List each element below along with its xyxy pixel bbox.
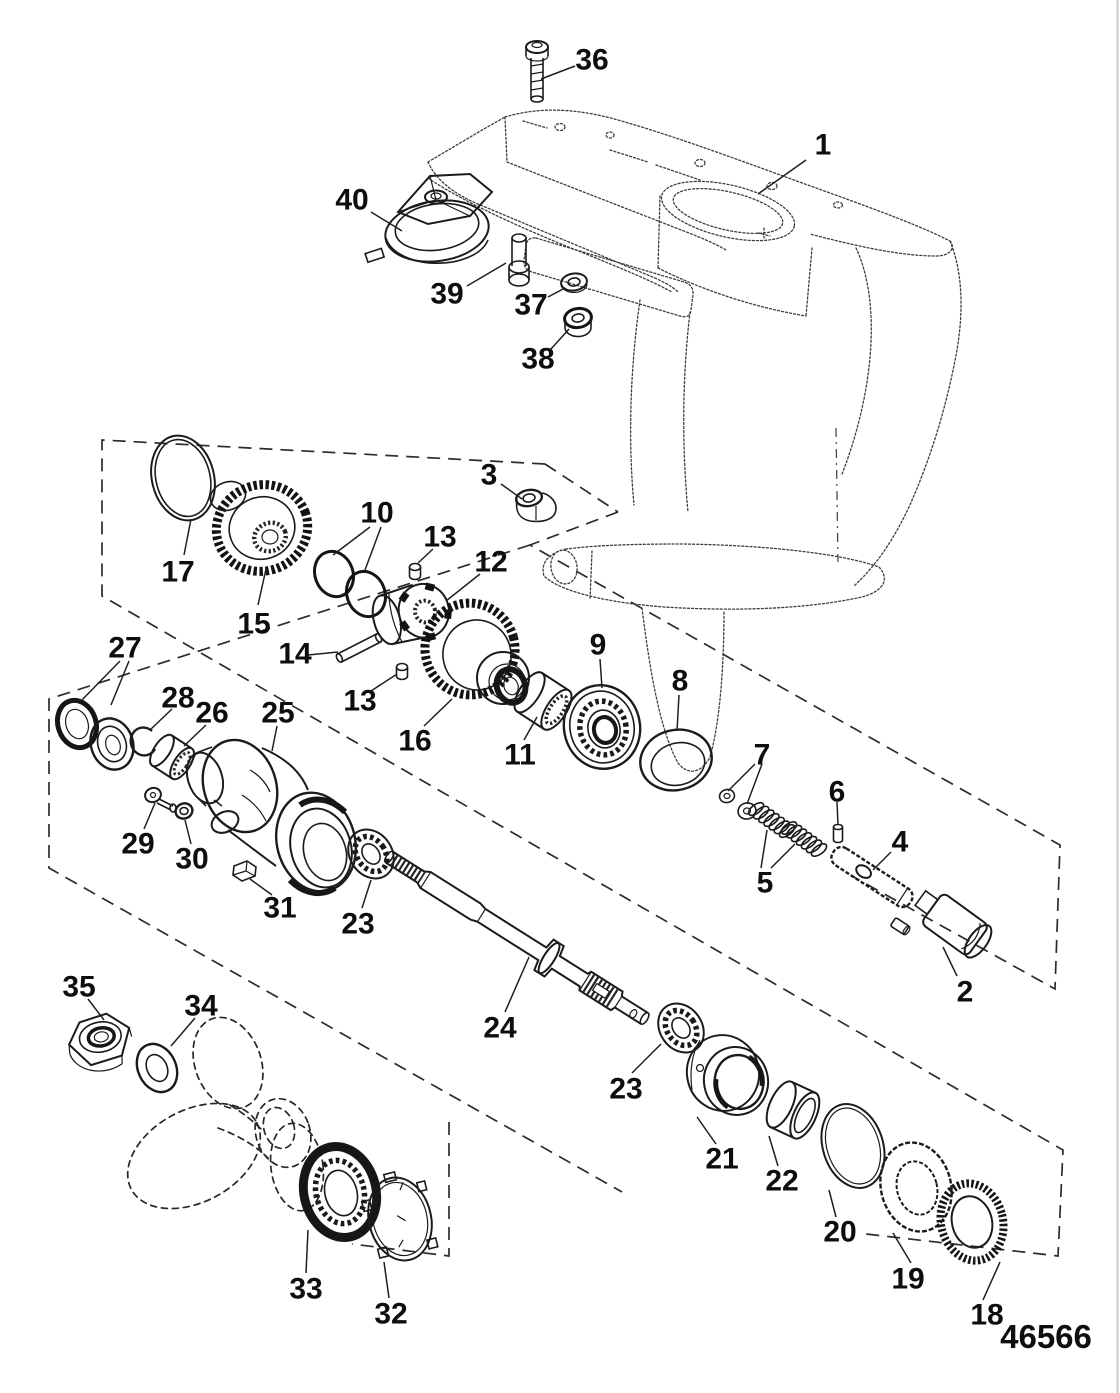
callout-label-38: 38 <box>521 342 555 376</box>
callout-label-5: 5 <box>756 866 774 900</box>
callout-37 <box>514 288 565 322</box>
leader-line-30 <box>185 820 191 844</box>
callout-1 <box>758 129 831 195</box>
callout-10 <box>333 497 394 571</box>
leader-line-4 <box>873 852 891 870</box>
callout-22 <box>765 1136 798 1198</box>
callout-40 <box>335 184 402 232</box>
leader-line-5 <box>771 844 795 868</box>
part-2-shift-slide <box>909 884 997 962</box>
leader-line-9 <box>600 659 602 688</box>
callout-label-23b: 23 <box>609 1072 643 1106</box>
part-22-bushing <box>761 1077 826 1143</box>
callout-21 <box>697 1117 739 1176</box>
callout-25 <box>261 697 294 752</box>
callout-label-33: 33 <box>289 1272 323 1306</box>
leader-line-23b <box>632 1044 661 1073</box>
callout-label-36: 36 <box>575 43 609 77</box>
callout-23b <box>609 1044 661 1106</box>
leader-line-37 <box>548 288 565 297</box>
part-10-o-rings <box>308 546 391 622</box>
part-6-pin <box>834 825 843 843</box>
callout-9 <box>590 629 607 689</box>
callout-label-37: 37 <box>514 288 548 322</box>
callout-38 <box>521 329 569 376</box>
leader-line-25 <box>272 726 277 751</box>
callout-label-13a: 13 <box>423 520 457 554</box>
leader-line-1 <box>758 160 806 194</box>
leader-line-14 <box>308 652 338 655</box>
callout-8 <box>672 665 689 732</box>
callout-label-39: 39 <box>430 277 464 311</box>
callout-27 <box>80 632 142 706</box>
part-27-seals <box>52 695 140 775</box>
callout-label-35: 35 <box>62 970 96 1004</box>
callout-label-10: 10 <box>360 496 394 530</box>
callout-label-19: 19 <box>891 1262 925 1296</box>
callout-label-21: 21 <box>705 1142 739 1176</box>
leader-line-2 <box>943 947 957 976</box>
callout-label-20: 20 <box>823 1215 857 1249</box>
callout-5 <box>757 830 795 900</box>
callout-label-22: 22 <box>765 1164 799 1198</box>
callout-20 <box>823 1190 856 1249</box>
callout-29 <box>121 803 155 861</box>
callout-label-13b: 13 <box>343 684 377 718</box>
leader-line-18 <box>983 1262 1000 1300</box>
part-34-washer <box>129 1037 185 1098</box>
leader-line-24 <box>505 957 529 1012</box>
callout-label-3: 3 <box>480 458 498 492</box>
callout-label-32: 32 <box>374 1297 408 1331</box>
part-3-retainer-nut <box>515 488 556 522</box>
part-5-springs <box>746 800 828 858</box>
leader-line-21 <box>697 1117 716 1144</box>
callouts <box>62 44 1003 1332</box>
callout-13a <box>418 521 457 564</box>
part-38-locknut <box>563 307 592 337</box>
callout-label-15: 15 <box>237 607 271 641</box>
part-29-screw <box>143 786 176 812</box>
part-23-bearing-rear <box>649 995 713 1062</box>
leader-line-39 <box>467 263 506 286</box>
leader-line-33 <box>306 1230 308 1273</box>
leader-line-19 <box>893 1233 911 1263</box>
part-15-forward-gear <box>204 472 320 584</box>
callout-label-16: 16 <box>398 724 432 758</box>
callout-24 <box>483 957 529 1045</box>
leader-line-7 <box>728 764 755 791</box>
leader-line-8 <box>677 695 679 731</box>
leader-line-29 <box>144 803 155 829</box>
leader-line-32 <box>384 1262 389 1298</box>
callout-label-11: 11 <box>504 738 536 772</box>
callout-15 <box>237 569 270 641</box>
callout-label-25: 25 <box>261 696 295 730</box>
part-18-ring-gear <box>932 1177 1011 1268</box>
callout-label-14: 14 <box>278 637 312 671</box>
callout-label-17: 17 <box>161 555 195 589</box>
callout-4 <box>873 826 909 871</box>
callout-19 <box>891 1233 924 1296</box>
callout-label-31: 31 <box>263 891 297 925</box>
callout-label-4: 4 <box>891 825 909 859</box>
leader-line-17 <box>184 519 191 555</box>
callout-label-7: 7 <box>753 738 771 772</box>
leader-line-10 <box>365 527 381 570</box>
callout-label-8: 8 <box>671 664 689 698</box>
callout-34 <box>171 990 218 1047</box>
part-37-washer <box>560 272 588 293</box>
callout-label-12: 12 <box>474 545 508 579</box>
callout-33 <box>289 1230 322 1306</box>
part-35-prop-nut <box>64 1010 137 1076</box>
callout-label-29: 29 <box>121 827 155 861</box>
part-16-reverse-gear <box>415 593 530 707</box>
propeller-ghost <box>110 1008 329 1230</box>
callout-label-28: 28 <box>161 681 195 715</box>
callout-label-2: 2 <box>956 975 974 1009</box>
callout-label-23a: 23 <box>341 907 375 941</box>
part-24-propeller-shaft <box>377 840 657 1035</box>
leader-line-5 <box>761 830 767 868</box>
callout-30 <box>175 820 208 876</box>
callout-13b <box>343 674 397 718</box>
part-13-detent-pin-upper <box>410 564 421 580</box>
callout-label-27: 27 <box>108 631 142 665</box>
callout-23a <box>341 880 374 941</box>
callout-18 <box>970 1262 1003 1332</box>
callout-31 <box>250 879 297 925</box>
callout-label-40: 40 <box>335 183 369 217</box>
leader-line-23a <box>362 880 371 908</box>
callout-label-9: 9 <box>589 628 607 662</box>
leader-line-20 <box>829 1190 836 1217</box>
callout-16 <box>398 699 452 758</box>
callout-label-34: 34 <box>184 989 218 1023</box>
callout-label-24: 24 <box>483 1011 517 1045</box>
callout-28 <box>150 682 195 731</box>
part-4-shift-cam <box>817 844 929 936</box>
part-13-detent-pin-lower <box>397 664 408 680</box>
part-36-bolt <box>526 41 548 102</box>
callout-39 <box>430 263 506 311</box>
callout-label-18: 18 <box>970 1298 1004 1332</box>
part-30-washer <box>173 801 194 821</box>
leader-line-36 <box>541 66 575 79</box>
callout-35 <box>62 971 104 1021</box>
leader-line-3 <box>501 484 522 499</box>
callout-label-1: 1 <box>814 128 832 162</box>
drawing-number: 46566 <box>1000 1318 1092 1355</box>
callout-36 <box>541 44 609 80</box>
callout-17 <box>161 519 194 589</box>
leader-line-10 <box>333 527 370 555</box>
part-20-o-ring <box>811 1096 895 1196</box>
callout-label-6: 6 <box>828 775 846 809</box>
callout-label-30: 30 <box>175 842 209 876</box>
callout-32 <box>374 1262 407 1331</box>
part-31-key <box>233 861 256 881</box>
callout-6 <box>829 776 846 826</box>
leader-line-16 <box>424 699 452 726</box>
part-39-stud <box>509 234 529 286</box>
part-14-cross-pin <box>335 633 383 663</box>
callout-label-26: 26 <box>195 696 229 730</box>
callout-14 <box>278 638 338 671</box>
callout-3 <box>481 459 522 500</box>
leader-line-22 <box>769 1136 778 1166</box>
callout-12 <box>446 546 508 602</box>
callout-2 <box>943 947 973 1009</box>
callout-11 <box>504 717 537 772</box>
